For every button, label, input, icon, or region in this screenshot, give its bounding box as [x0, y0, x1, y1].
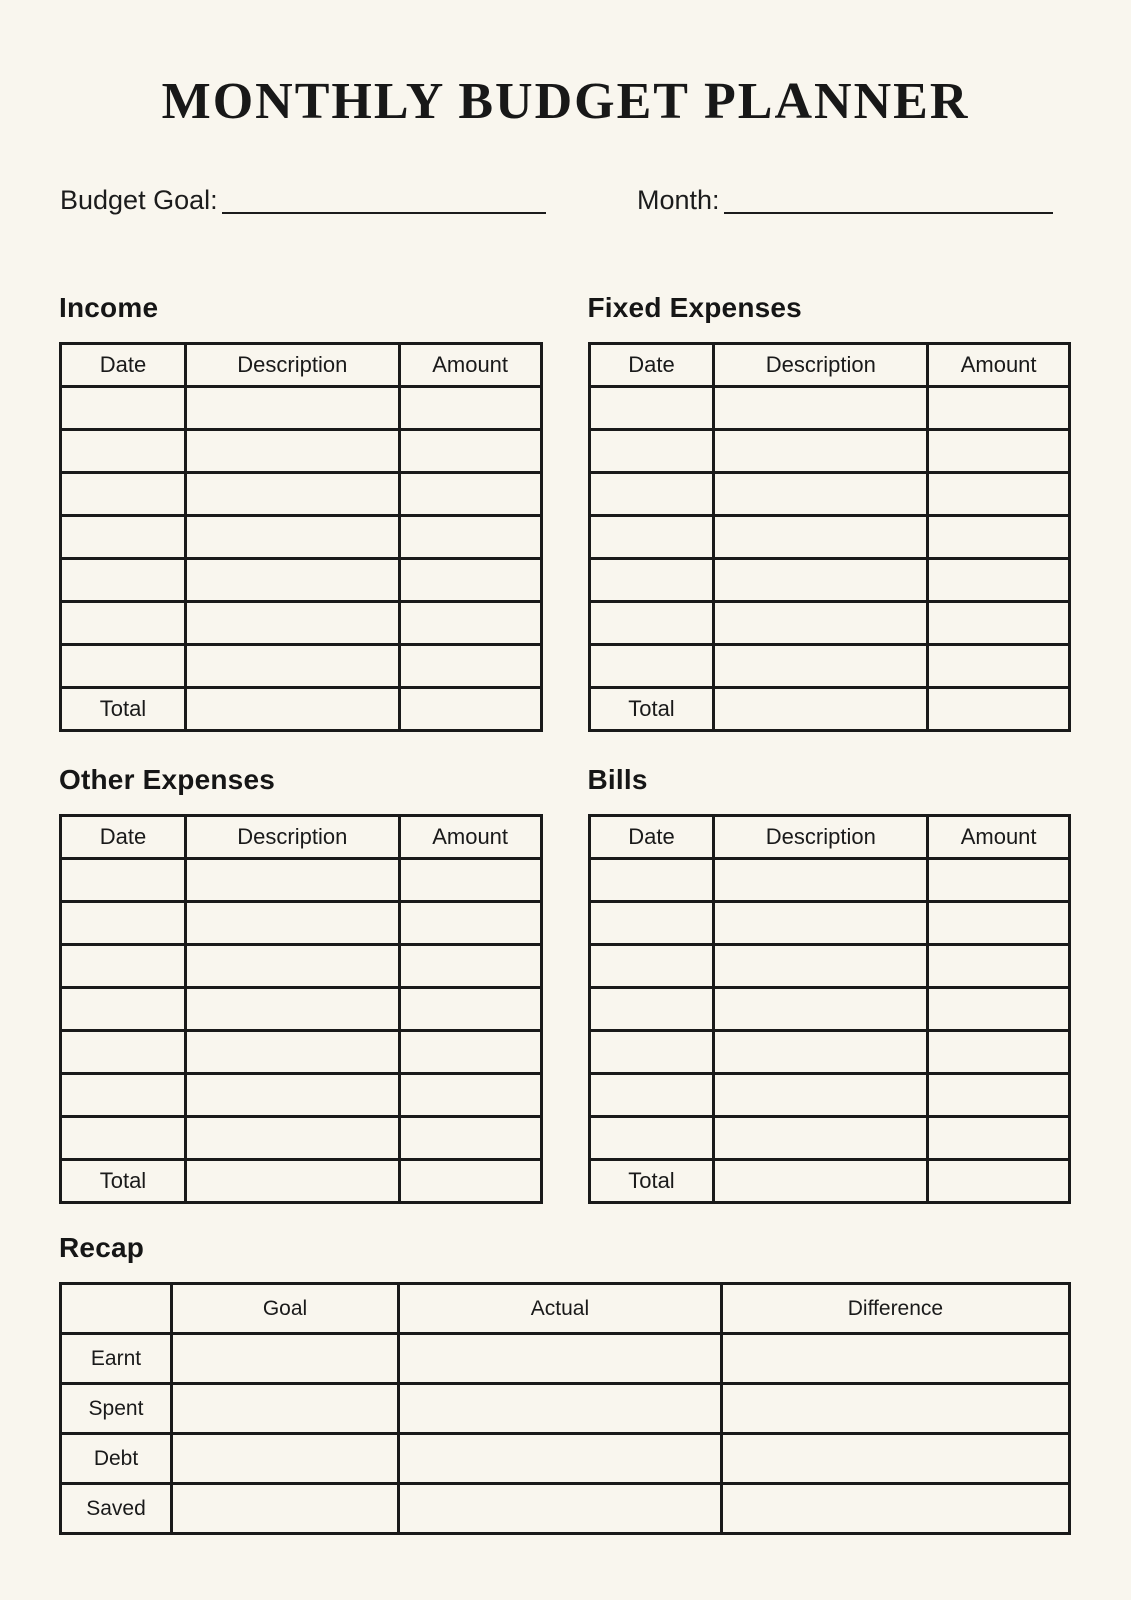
income-table	[59, 342, 543, 732]
empty-cell	[185, 559, 399, 602]
empty-row	[589, 902, 1070, 945]
empty-cell	[928, 602, 1070, 645]
total-description-cell	[714, 1160, 928, 1203]
recap-goal-cell	[171, 1434, 398, 1484]
recap-row-label: Debt	[61, 1434, 172, 1484]
empty-cell	[185, 602, 399, 645]
income-table-body	[61, 387, 542, 688]
empty-row	[589, 1074, 1070, 1117]
empty-cell	[399, 430, 541, 473]
empty-cell	[399, 1031, 541, 1074]
empty-cell	[399, 945, 541, 988]
empty-cell	[589, 988, 714, 1031]
bills-table	[588, 814, 1072, 1204]
section-other-expenses	[59, 764, 543, 1204]
total-label-cell: Total	[61, 1160, 186, 1203]
empty-cell	[714, 602, 928, 645]
empty-cell	[399, 1117, 541, 1160]
tables-grid	[0, 292, 1131, 1204]
empty-cell	[589, 1117, 714, 1160]
column-header-amount: Amount	[928, 344, 1070, 387]
empty-cell	[928, 1074, 1070, 1117]
empty-row	[589, 1117, 1070, 1160]
empty-cell	[61, 902, 186, 945]
empty-row	[61, 559, 542, 602]
other-expenses-heading: Other Expenses	[59, 764, 275, 795]
recap-row-saved	[61, 1484, 1070, 1534]
bills-heading: Bills	[587, 764, 648, 795]
recap-row-label: Saved	[61, 1484, 172, 1534]
empty-row	[61, 387, 542, 430]
empty-row	[61, 430, 542, 473]
empty-cell	[61, 945, 186, 988]
budget-goal-label: Budget Goal:	[60, 184, 218, 215]
budget-goal-field	[60, 184, 546, 216]
empty-cell	[399, 473, 541, 516]
empty-cell	[61, 387, 186, 430]
empty-cell	[399, 559, 541, 602]
month-label: Month:	[637, 184, 720, 215]
empty-cell	[589, 1074, 714, 1117]
column-header-description: Description	[714, 344, 928, 387]
empty-cell	[185, 988, 399, 1031]
empty-row	[61, 902, 542, 945]
column-header-date: Date	[61, 816, 186, 859]
empty-row	[61, 516, 542, 559]
recap-row-debt	[61, 1434, 1070, 1484]
empty-cell	[928, 387, 1070, 430]
empty-row	[589, 387, 1070, 430]
empty-cell	[399, 859, 541, 902]
recap-corner-cell	[61, 1284, 172, 1334]
empty-cell	[61, 859, 186, 902]
fixed-expenses-table-body	[589, 387, 1070, 688]
empty-cell	[61, 1031, 186, 1074]
empty-row	[589, 430, 1070, 473]
total-amount-cell	[928, 1160, 1070, 1203]
empty-cell	[589, 1031, 714, 1074]
column-header-description: Description	[185, 344, 399, 387]
fixed-expenses-heading: Fixed Expenses	[587, 292, 802, 323]
empty-cell	[714, 902, 928, 945]
empty-cell	[928, 1117, 1070, 1160]
section-recap	[0, 1232, 1131, 1535]
empty-row	[61, 1074, 542, 1117]
empty-cell	[714, 559, 928, 602]
empty-cell	[185, 859, 399, 902]
empty-cell	[399, 988, 541, 1031]
empty-cell	[399, 1074, 541, 1117]
recap-goal-cell	[171, 1484, 398, 1534]
empty-row	[61, 945, 542, 988]
empty-cell	[928, 559, 1070, 602]
empty-cell	[399, 602, 541, 645]
empty-cell	[61, 1117, 186, 1160]
recap-actual-cell	[399, 1484, 722, 1534]
empty-row	[589, 473, 1070, 516]
recap-actual-cell	[399, 1384, 722, 1434]
empty-cell	[589, 602, 714, 645]
empty-cell	[185, 945, 399, 988]
total-amount-cell	[399, 1160, 541, 1203]
empty-cell	[185, 516, 399, 559]
budget-goal-line	[222, 211, 546, 214]
empty-row	[589, 945, 1070, 988]
recap-row-label: Earnt	[61, 1334, 172, 1384]
income-heading: Income	[59, 292, 159, 323]
total-label-cell: Total	[589, 688, 714, 731]
recap-row-spent	[61, 1384, 1070, 1434]
header-row	[589, 816, 1070, 859]
empty-cell	[928, 645, 1070, 688]
total-row	[589, 688, 1070, 731]
empty-row	[589, 859, 1070, 902]
recap-header-row	[61, 1284, 1070, 1334]
recap-heading: Recap	[59, 1232, 145, 1263]
empty-row	[61, 988, 542, 1031]
empty-cell	[589, 473, 714, 516]
empty-row	[589, 516, 1070, 559]
recap-difference-cell	[721, 1434, 1069, 1484]
page-title: MONTHLY BUDGET PLANNER	[161, 73, 970, 130]
column-header-description: Description	[714, 816, 928, 859]
month-field	[637, 184, 1053, 216]
recap-row-label: Spent	[61, 1384, 172, 1434]
total-label-cell: Total	[61, 688, 186, 731]
empty-cell	[61, 430, 186, 473]
empty-cell	[714, 859, 928, 902]
empty-row	[61, 1117, 542, 1160]
empty-cell	[928, 988, 1070, 1031]
empty-cell	[928, 859, 1070, 902]
total-label-cell: Total	[589, 1160, 714, 1203]
empty-row	[61, 602, 542, 645]
empty-cell	[185, 387, 399, 430]
empty-cell	[714, 473, 928, 516]
total-description-cell	[714, 688, 928, 731]
empty-cell	[185, 645, 399, 688]
recap-difference-cell	[721, 1384, 1069, 1434]
recap-difference-cell	[721, 1334, 1069, 1384]
empty-cell	[714, 1074, 928, 1117]
bills-table-body	[589, 859, 1070, 1160]
section-bills	[588, 764, 1072, 1204]
empty-cell	[928, 1031, 1070, 1074]
empty-cell	[61, 988, 186, 1031]
total-description-cell	[185, 1160, 399, 1203]
other-expenses-table	[59, 814, 543, 1204]
empty-row	[61, 859, 542, 902]
empty-cell	[185, 473, 399, 516]
total-row	[61, 688, 542, 731]
recap-column-goal: Goal	[171, 1284, 398, 1334]
recap-actual-cell	[399, 1334, 722, 1384]
total-description-cell	[185, 688, 399, 731]
empty-cell	[185, 1031, 399, 1074]
recap-column-difference: Difference	[721, 1284, 1069, 1334]
empty-cell	[589, 859, 714, 902]
total-amount-cell	[399, 688, 541, 731]
empty-cell	[714, 945, 928, 988]
empty-cell	[589, 387, 714, 430]
month-line	[724, 211, 1053, 214]
empty-cell	[714, 988, 928, 1031]
empty-cell	[589, 902, 714, 945]
empty-row	[61, 645, 542, 688]
empty-cell	[61, 645, 186, 688]
empty-cell	[928, 945, 1070, 988]
empty-cell	[61, 1074, 186, 1117]
empty-cell	[185, 902, 399, 945]
empty-cell	[589, 430, 714, 473]
empty-cell	[589, 559, 714, 602]
empty-cell	[714, 516, 928, 559]
column-header-amount: Amount	[399, 816, 541, 859]
empty-cell	[714, 387, 928, 430]
empty-cell	[589, 516, 714, 559]
header-row	[61, 344, 542, 387]
header-row	[589, 344, 1070, 387]
column-header-date: Date	[589, 816, 714, 859]
column-header-date: Date	[61, 344, 186, 387]
empty-row	[589, 988, 1070, 1031]
empty-cell	[714, 430, 928, 473]
empty-row	[589, 602, 1070, 645]
empty-cell	[185, 430, 399, 473]
empty-cell	[399, 902, 541, 945]
empty-cell	[714, 1031, 928, 1074]
empty-cell	[928, 516, 1070, 559]
recap-actual-cell	[399, 1434, 722, 1484]
empty-cell	[399, 645, 541, 688]
empty-cell	[61, 516, 186, 559]
empty-cell	[928, 902, 1070, 945]
recap-row-earnt	[61, 1334, 1070, 1384]
section-income	[59, 292, 543, 732]
empty-row	[61, 473, 542, 516]
total-row	[589, 1160, 1070, 1203]
recap-goal-cell	[171, 1384, 398, 1434]
empty-cell	[589, 645, 714, 688]
empty-cell	[399, 516, 541, 559]
column-header-amount: Amount	[399, 344, 541, 387]
empty-cell	[185, 1117, 399, 1160]
section-fixed-expenses	[588, 292, 1072, 732]
empty-cell	[589, 945, 714, 988]
other-expenses-table-body	[61, 859, 542, 1160]
empty-row	[589, 559, 1070, 602]
empty-cell	[61, 602, 186, 645]
empty-cell	[399, 387, 541, 430]
empty-cell	[185, 1074, 399, 1117]
column-header-date: Date	[589, 344, 714, 387]
empty-cell	[714, 1117, 928, 1160]
recap-column-actual: Actual	[399, 1284, 722, 1334]
empty-cell	[928, 473, 1070, 516]
column-header-description: Description	[185, 816, 399, 859]
empty-cell	[714, 645, 928, 688]
fixed-expenses-table	[588, 342, 1072, 732]
header-row	[61, 816, 542, 859]
empty-cell	[928, 430, 1070, 473]
empty-cell	[61, 559, 186, 602]
fields-row	[0, 178, 1131, 216]
recap-table	[59, 1282, 1071, 1535]
empty-row	[589, 645, 1070, 688]
empty-row	[589, 1031, 1070, 1074]
column-header-amount: Amount	[928, 816, 1070, 859]
empty-cell	[61, 473, 186, 516]
recap-goal-cell	[171, 1334, 398, 1384]
total-row	[61, 1160, 542, 1203]
empty-row	[61, 1031, 542, 1074]
total-amount-cell	[928, 688, 1070, 731]
recap-difference-cell	[721, 1484, 1069, 1534]
